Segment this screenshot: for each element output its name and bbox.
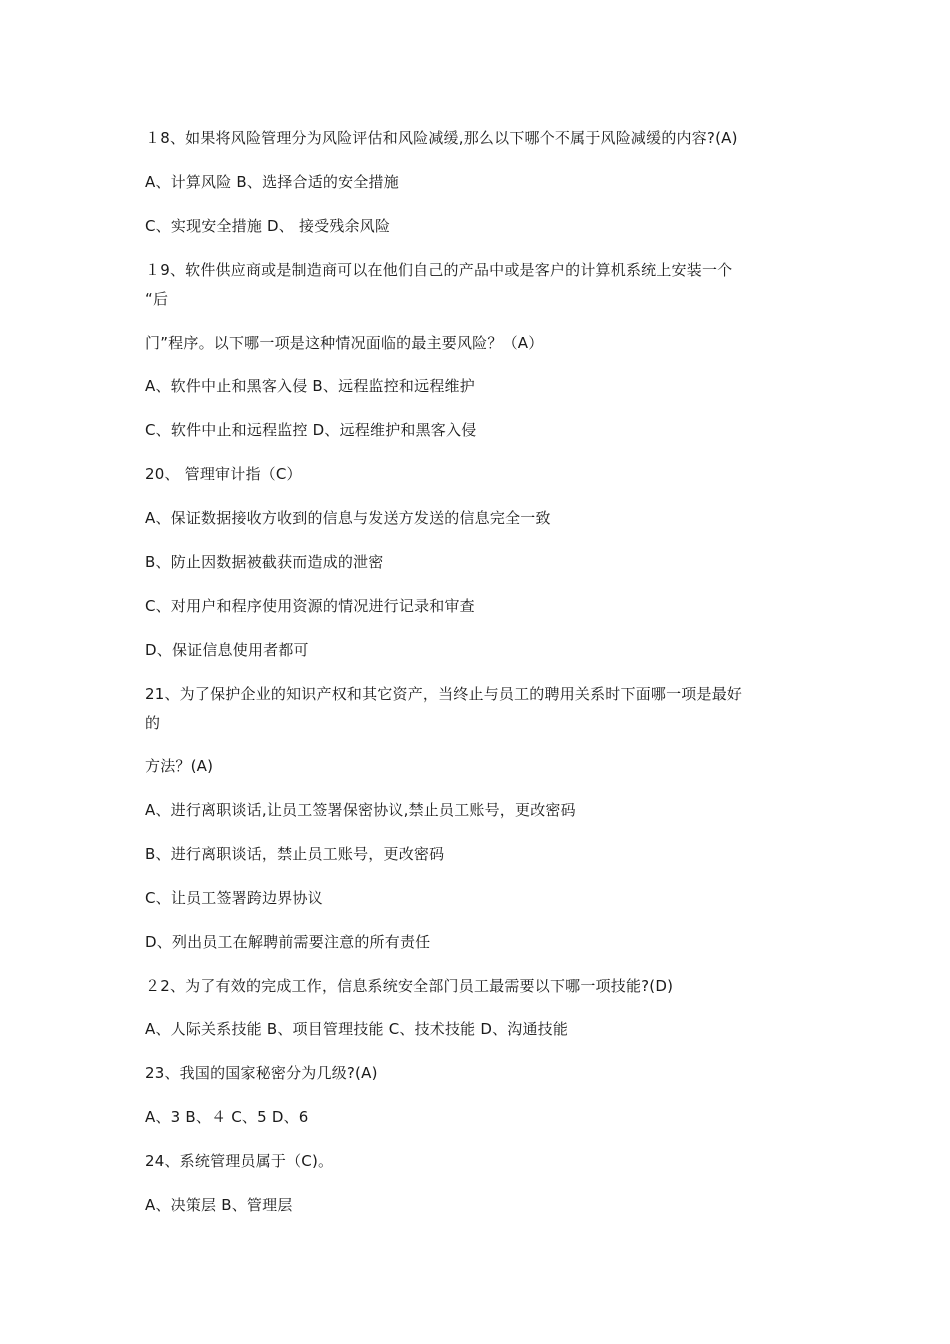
question-20-option-a: A、保证数据接收方收到的信息与发送方发送的信息完全一致 <box>145 509 551 527</box>
question-19-options-cd: C、软件中止和远程监控 D、远程维护和黑客入侵 <box>145 421 477 439</box>
question-21-continued: 方法？(A) <box>145 757 214 775</box>
question-19: １9、软件供应商或是制造商可以在他们自己的产品中或是客户的计算机系统上安装一个 <box>145 261 733 279</box>
question-21-option-c: C、让员工签署跨边界协议 <box>145 889 323 907</box>
question-21-option-a: A、进行离职谈话,让员工签署保密协议,禁止员工账号，更改密码 <box>145 801 576 819</box>
question-24: 24、系统管理员属于（C)。 <box>145 1152 334 1170</box>
question-22: ２2、为了有效的完成工作，信息系统安全部门员工最需要以下哪一项技能?(D) <box>145 977 674 995</box>
question-20-option-b: B、防止因数据被截获而造成的泄密 <box>145 553 384 571</box>
question-20: 20、 管理审计指（C） <box>145 465 302 483</box>
question-18-options-cd: C、实现安全措施 D、 接受残余风险 <box>145 217 391 235</box>
question-21: 21、为了保护企业的知识产权和其它资产，当终止与员工的聘用关系时下面哪一项是最好 <box>145 685 743 703</box>
question-18-options-ab: A、计算风险 B、选择合适的安全措施 <box>145 173 399 191</box>
question-21-option-d: D、列出员工在解聘前需要注意的所有责任 <box>145 933 431 951</box>
question-19-wrap: “后 <box>145 290 169 308</box>
question-20-option-d: D、保证信息使用者都可 <box>145 641 309 659</box>
question-18: １8、如果将风险管理分为风险评估和风险减缓,那么以下哪个不属于风险减缓的内容?(A) <box>145 129 738 147</box>
question-19-continued: 门”程序。以下哪一项是这种情况面临的最主要风险？（A） <box>145 334 544 352</box>
question-24-options: A、决策层 B、管理层 <box>145 1196 293 1214</box>
question-21-option-b: B、进行离职谈话，禁止员工账号，更改密码 <box>145 845 445 863</box>
question-23-options: A、3 B、４ C、5 D、6 <box>145 1108 309 1126</box>
question-23: 23、我国的国家秘密分为几级?(A) <box>145 1064 378 1082</box>
question-20-option-c: C、对用户和程序使用资源的情况进行记录和审查 <box>145 597 475 615</box>
question-21-wrap: 的 <box>145 714 161 732</box>
question-22-options: A、人际关系技能 B、项目管理技能 C、技术技能 D、沟通技能 <box>145 1020 569 1038</box>
question-19-options-ab: A、软件中止和黑客入侵 B、远程监控和远程维护 <box>145 377 475 395</box>
